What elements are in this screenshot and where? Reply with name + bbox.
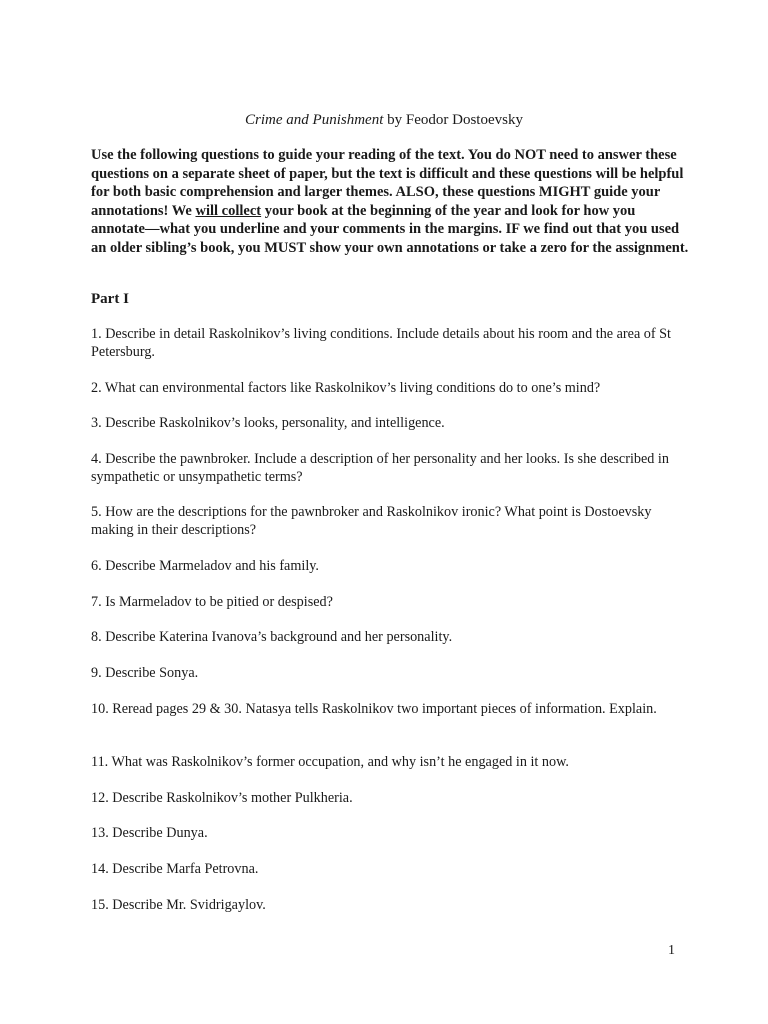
question-item: 13. Describe Dunya. — [91, 825, 208, 841]
question-item: 2. What can environmental factors like Raskolnikov’s living conditions do to one’s mind? — [91, 380, 601, 396]
question-item: 12. Describe Raskolnikov’s mother Pulkheria. — [91, 790, 353, 806]
question-item: 7. Is Marmeladov to be pitied or despised? — [91, 594, 333, 610]
document-title — [0, 110, 768, 130]
question-item: 3. Describe Raskolnikov’s looks, personality, and intelligence. — [91, 415, 445, 431]
page-number: 1 — [668, 943, 675, 958]
question-item: 5. How are the descriptions for the pawnbroker and Raskolnikov ironic? What point is Dostoevsky making in their descriptions? — [91, 504, 652, 539]
instructions-text-end: your book at the beginning of the year and look for how you annotate—what you underline and your comments in the margins. IF we find out that you used an older sibling’s book, you MUST show your own annotations or take a zero for the assignment. — [91, 202, 689, 256]
question-item: 4. Describe the pawnbroker. Include a description of her personality and her looks. Is she described in sympathetic or unsympathetic terms? — [91, 451, 669, 486]
work-title: Crime and Punishment — [245, 112, 384, 128]
instructions-paragraph — [91, 146, 691, 258]
instructions-underlined-text: will collect — [195, 202, 262, 219]
question-item: 8. Describe Katerina Ivanova’s background and her personality. — [91, 629, 453, 645]
question-item: 6. Describe Marmeladov and his family. — [91, 558, 319, 574]
instructions-text-start: Use the following questions to guide your reading of the text. You do NOT need to answer these questions on a separate sheet of paper, but the text is difficult and these questions will be helpful for both basic comprehension and larger themes. ALSO, these questions MIGHT guide your annotations! We — [91, 147, 684, 219]
question-item: 11. What was Raskolnikov’s former occupation, and why isn’t he engaged in it now. — [91, 754, 569, 770]
question-item: 1. Describe in detail Raskolnikov’s living conditions. Include details about his room and the area of St Petersburg. — [91, 326, 671, 361]
question-item: 10. Reread pages 29 & 30. Natasya tells Raskolnikov two important pieces of information. Explain. — [91, 701, 657, 717]
question-item: 15. Describe Mr. Svidrigaylov. — [91, 897, 266, 913]
question-item: 9. Describe Sonya. — [91, 665, 199, 681]
part-heading: Part I — [91, 291, 129, 307]
question-item: 14. Describe Marfa Petrovna. — [91, 861, 259, 877]
author-byline: by Feodor Dostoevsky — [383, 112, 523, 128]
